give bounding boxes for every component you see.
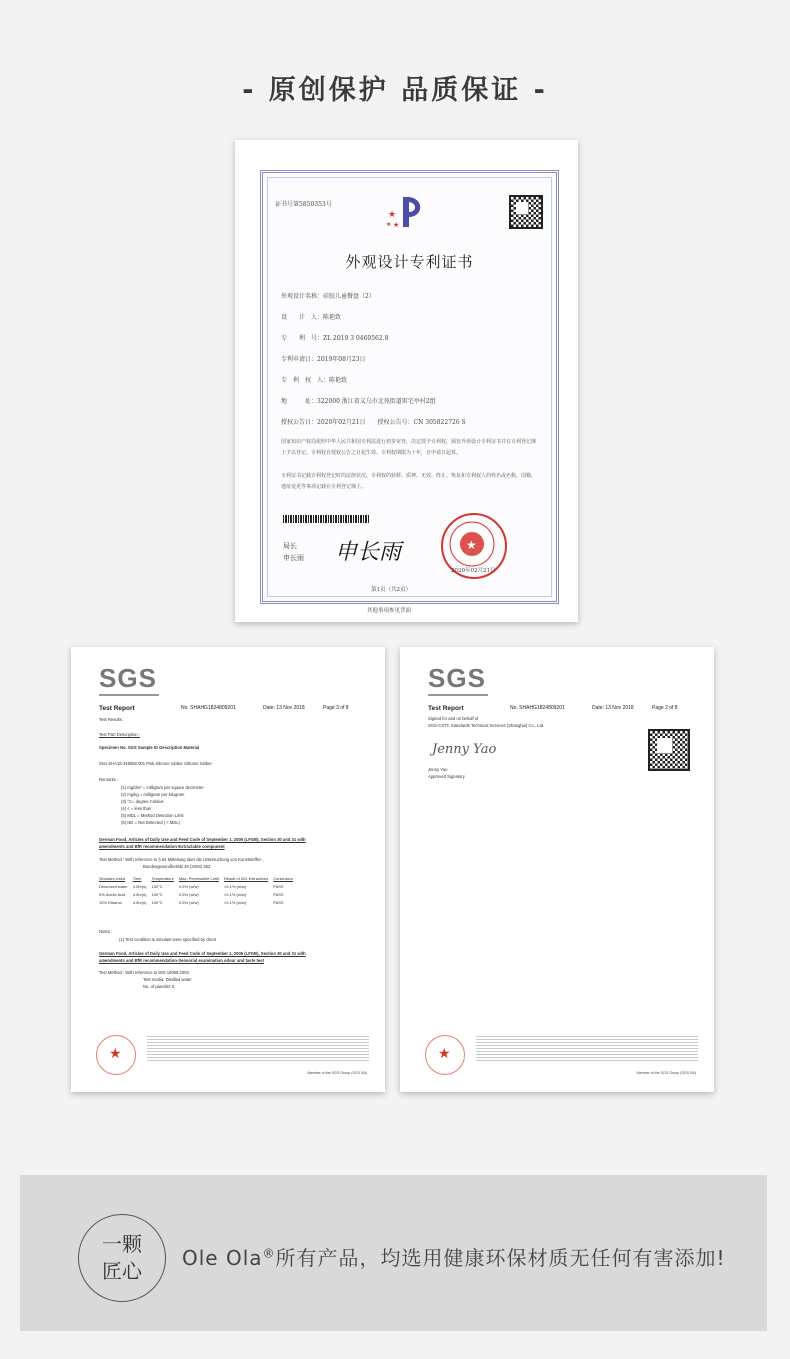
patent-certificate (235, 140, 578, 622)
table-header: Conclusion (273, 876, 293, 881)
table-cell: 4.0hr(s) (132, 884, 147, 889)
report-line: amendments and BfR recommendation-Extractable component (99, 844, 225, 849)
report-line: Test media: Distilled water (143, 977, 192, 982)
report-line: amendments and BfR recommendation-Sensorial examination odour and taste test (99, 958, 264, 963)
report-line: (1) mg/dm² = milligram per square decimeter (121, 785, 204, 790)
table-row (99, 883, 298, 891)
report-line: (5) MDL = Method Detection Limit (121, 813, 184, 818)
report-page: Page 3 of 8 (323, 705, 349, 711)
badge-line-1: 一颗 (102, 1232, 142, 1256)
certificate-body-paragraph-2: 专利证书记载专利权登记时的法律状况。专利权的转移、质押、无效、终止、恢复和专利权人的姓名或名称、国籍、地址变更等事项记载在专利登记簿上。 (281, 473, 537, 490)
table-header: Result of 001 Extractives (223, 876, 269, 881)
signatory-name: Jenny Yao (428, 767, 448, 772)
field-address: 地 址：322000 浙江省义乌市北苑街道雷宅亭村2组 (281, 398, 436, 405)
field-design-name: 外观设计名称：硅胶儿童餐盘（2） (281, 293, 375, 300)
table-cell: 0.5% (w/w) (178, 900, 199, 905)
table-cell: 100°C (151, 884, 163, 889)
sgs-test-report-page-2 (400, 647, 714, 1092)
svg-text:★: ★ (388, 210, 397, 220)
report-page: Page 2 of 8 (652, 705, 678, 711)
table-cell: PASS (273, 884, 284, 889)
sgs-test-report-page-3 (71, 647, 385, 1092)
sgs-seal-icon (425, 1035, 465, 1075)
table-header: Temperature (151, 876, 174, 881)
report-line: Test Part Description : (99, 732, 140, 737)
certificate-footnote: 其他事项参见背面 (367, 608, 412, 614)
patent-office-logo-icon (385, 193, 431, 233)
report-line: (6) ND = Not Detected ( < MDL) (121, 820, 181, 825)
table-header: Simulant Used (99, 876, 126, 881)
section-heading: - 原创保护 品质保证 - (242, 75, 548, 106)
signed-on-behalf: Signed for and on behalf of (428, 716, 479, 721)
report-line: Bundesgesundheitsbl 40 (2003) 362 (143, 864, 211, 869)
field-designer: 设 计 人：陈艳致 (281, 314, 342, 321)
table-cell: <0.1% (w/w) (223, 884, 247, 889)
barcode-icon (283, 515, 369, 523)
report-title: Test Report (428, 705, 464, 712)
sgs-membership: Member of the SGS Group (SGS SA) (307, 1071, 367, 1075)
table-cell: <0.1% (w/w) (223, 900, 247, 905)
signatory-role: 局长 (283, 542, 297, 550)
sgs-membership: Member of the SGS Group (SGS SA) (636, 1071, 696, 1075)
svg-text:★: ★ (466, 538, 477, 552)
svg-text:★: ★ (393, 221, 400, 229)
report-line: (4) < = less than (121, 806, 152, 811)
table-cell: 0.5% (w/w) (178, 884, 199, 889)
footer-fine-print (476, 1035, 698, 1063)
qr-code-icon (648, 729, 690, 771)
report-line: (2) mg/kg = milligram per kilogram (121, 792, 185, 797)
signatory-signature: Jenny Yao (432, 742, 497, 757)
table-cell: 10% Ethanol (99, 900, 122, 905)
report-line: Remarks : (99, 777, 119, 782)
table-cell: 3% Acetic Acid (99, 892, 126, 897)
seal-date: 2020年02月21日 (451, 568, 496, 574)
report-line: Test Method : With reference to DIN 10955:2004 (99, 970, 189, 975)
table-header-row (99, 875, 298, 883)
report-line: (1) Test condition & simulant were specified by client (119, 937, 216, 942)
report-line: Test Method : With reference to § 64 Mitteilung über die Untersuchung von Kunststoffen , (99, 857, 264, 862)
craftsmanship-badge (78, 1214, 166, 1302)
report-line: (3) °C= degree Celsius (121, 799, 164, 804)
table-cell: 4.0hr(s) (132, 892, 147, 897)
signing-company: SGS-CSTC Standards Technical Services (Shanghai) Co., Ltd. (428, 723, 545, 728)
table-cell: Deionized water (99, 884, 128, 889)
table-cell: <0.1% (w/w) (223, 892, 247, 897)
footer-fine-print (147, 1035, 369, 1063)
table-cell: PASS (273, 892, 284, 897)
report-line: German Food, Articles of Daily Use and Feed Code of September 1, 2005 (LFGB), Section 30 and 31 with (99, 951, 306, 956)
badge-line-2: 匠心 (102, 1259, 142, 1283)
certificate-frame (260, 170, 559, 604)
report-line: No. of panelist: 6 (143, 984, 175, 989)
report-line: German Food, Articles of Daily Use and Feed Code of September 1, 2005 (LFGB), Section 30 and 31 with (99, 837, 306, 842)
table-cell: 100°C (151, 900, 163, 905)
table-cell: 4.0hr(s) (132, 900, 147, 905)
report-line: Specimen No. SGS Sample ID Description Material (99, 745, 200, 750)
results-table (99, 875, 298, 907)
report-line: Notes : (99, 929, 113, 934)
table-cell: PASS (273, 900, 284, 905)
report-number: No. SHAHG1824809201 (510, 705, 565, 711)
field-application-date: 专利申请日：2019年08月23日 (281, 356, 366, 363)
signatory-title: Approved Signatory (428, 774, 465, 779)
field-patentee: 专 利 权 人：陈艳致 (281, 377, 348, 384)
certificate-body-paragraph-1: 国家知识产权局依照中华人民共和国专利法进行初步审查，决定授予专利权，颁发外观设计专利证书并在专利登记簿上予以登记。专利权自授权公告之日起生效。专利权期限为十年，自申请日起算。 (281, 439, 537, 456)
brand-slogan-band (20, 1175, 767, 1331)
table-row (99, 899, 298, 907)
report-footer (91, 1035, 369, 1079)
field-grant-date: 授权公告日：2020年02月21日 授权公告号：CN 305822726 S (281, 419, 466, 426)
sgs-logo: SGS (428, 663, 486, 693)
report-line: Test Results : (99, 717, 125, 722)
table-cell: 100°C (151, 892, 163, 897)
svg-text:★: ★ (386, 221, 392, 228)
field-patent-number: 专 利 号：ZL 2019 3 0469562.8 (281, 335, 389, 342)
brand-name: Ole Ola (182, 1246, 263, 1270)
table-header: Time (132, 876, 142, 881)
report-title: Test Report (99, 705, 135, 712)
sgs-seal-icon (96, 1035, 136, 1075)
signatory-name: 申长雨 (283, 554, 304, 562)
certificate-number: 证书号第5850353号 (275, 201, 332, 208)
report-footer (420, 1035, 698, 1079)
report-date: Date: 13 Nov 2018 (592, 705, 634, 711)
slogan-text: 所有产品，均选用健康环保材质无任何有害添加! (275, 1246, 726, 1270)
table-cell: 0.5% (w/w) (178, 892, 199, 897)
director-signature: 申长雨 (335, 540, 402, 565)
table-row (99, 891, 298, 899)
report-number: No. SHAHG1824809201 (181, 705, 236, 711)
qr-code-icon (509, 195, 543, 229)
report-date: Date: 13 Nov 2018 (263, 705, 305, 711)
report-line: SN1 SHA18-248092.001 Pink silicone rubber Silicone rubber (99, 761, 212, 766)
certificate-title: 外观设计专利证书 (345, 253, 474, 271)
sgs-logo: SGS (99, 663, 157, 693)
brand-slogan (182, 1242, 726, 1271)
table-header: Max. Permissible Limit (178, 876, 219, 881)
certificate-page-number: 第1页（共2页） (371, 587, 411, 593)
registered-mark: ® (262, 1246, 276, 1261)
